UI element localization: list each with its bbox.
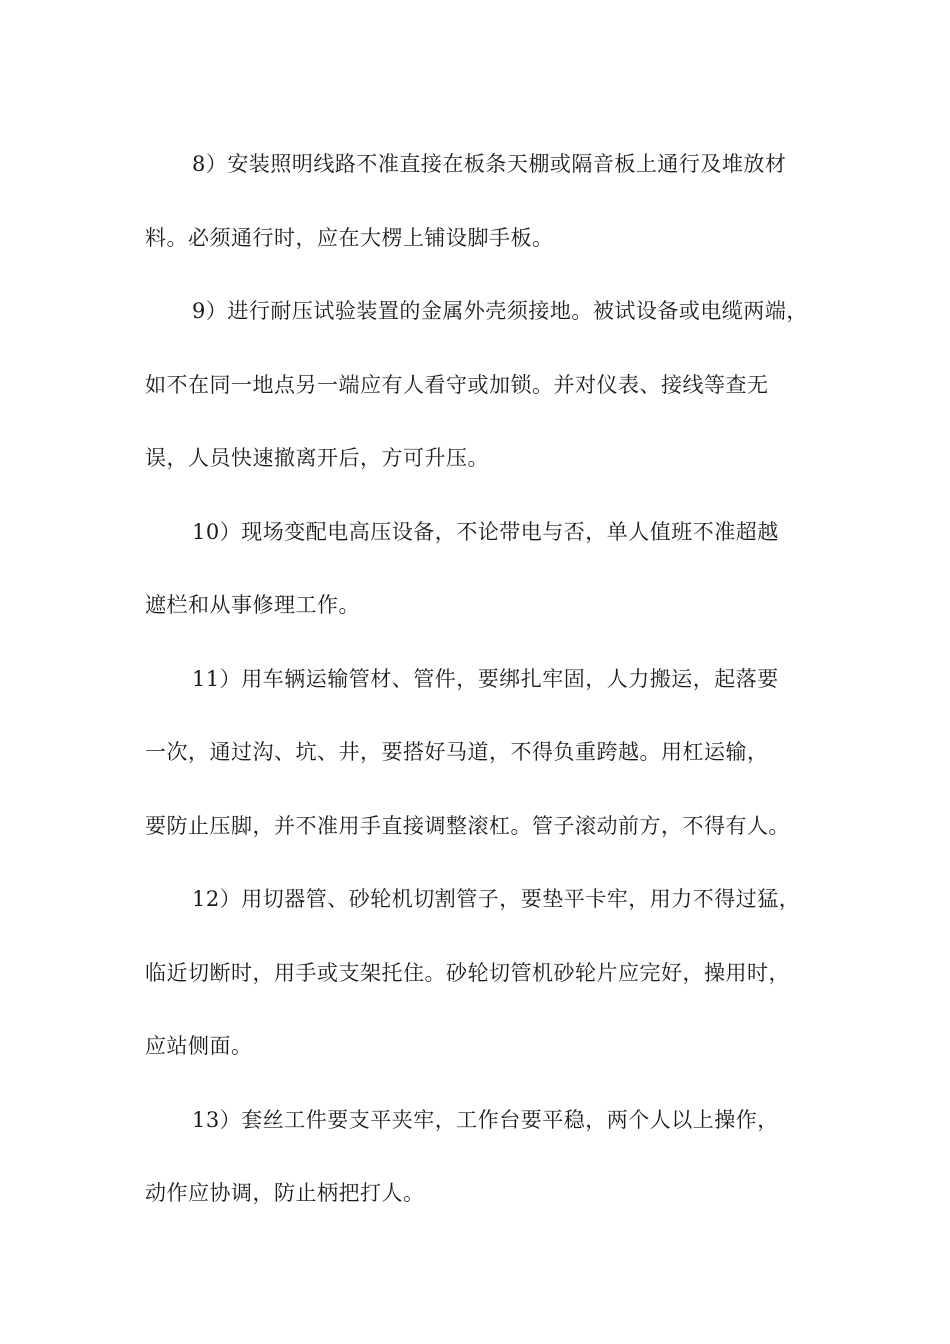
paragraph-line: 遮栏和从事修理工作。 xyxy=(145,593,360,617)
paragraph-line: 13）套丝工件要支平夹牢，工作台要平稳，两个人以上操作， xyxy=(192,1107,779,1132)
paragraph-item-12 xyxy=(145,863,815,1084)
paragraph-line: 10）现场变配电高压设备，不论带电与否，单人值班不准超越 xyxy=(192,519,779,544)
paragraph-line: 12）用切器管、砂轮机切割管子，要垫平卡牢，用力不得过猛， xyxy=(192,887,801,911)
paragraph-line: 动作应协调，防止柄把打人。 xyxy=(145,1181,425,1205)
document-body xyxy=(145,128,815,1231)
paragraph-line: 9）进行耐压试验装置的金属外壳须接地。被试设备或电缆两端， xyxy=(192,299,808,323)
paragraph-item-13 xyxy=(145,1084,815,1231)
paragraph-line: 如不在同一地点另一端应有人看守或加锁。并对仪表、接线等查无 xyxy=(145,372,769,397)
paragraph-line: 一次，通过沟、坑、井，要搭好马道，不得负重跨越。用杠运输， xyxy=(145,740,769,764)
paragraph-line: 临近切断时，用手或支架托住。砂轮切管机砂轮片应完好，操用时， xyxy=(145,960,790,985)
paragraph-line: 11）用车辆运输管材、管件，要绑扎牢固，人力搬运，起落要 xyxy=(192,666,779,691)
paragraph-line: 误，人员快速撤离开后，方可升压。 xyxy=(145,446,489,470)
paragraph-line: 应站侧面。 xyxy=(145,1034,253,1058)
paragraph-item-10 xyxy=(145,496,815,643)
paragraph-item-9 xyxy=(145,275,815,496)
paragraph-line: 8）安装照明线路不准直接在板条天棚或隔音板上通行及堆放材 xyxy=(192,152,787,176)
paragraph-line: 料。必须通行时，应在大楞上铺设脚手板。 xyxy=(145,225,554,250)
paragraph-line: 要防止压脚，并不准用手直接调整滚杠。管子滚动前方，不得有人。 xyxy=(145,813,790,838)
paragraph-item-11 xyxy=(145,643,815,864)
paragraph-item-8 xyxy=(145,128,815,275)
